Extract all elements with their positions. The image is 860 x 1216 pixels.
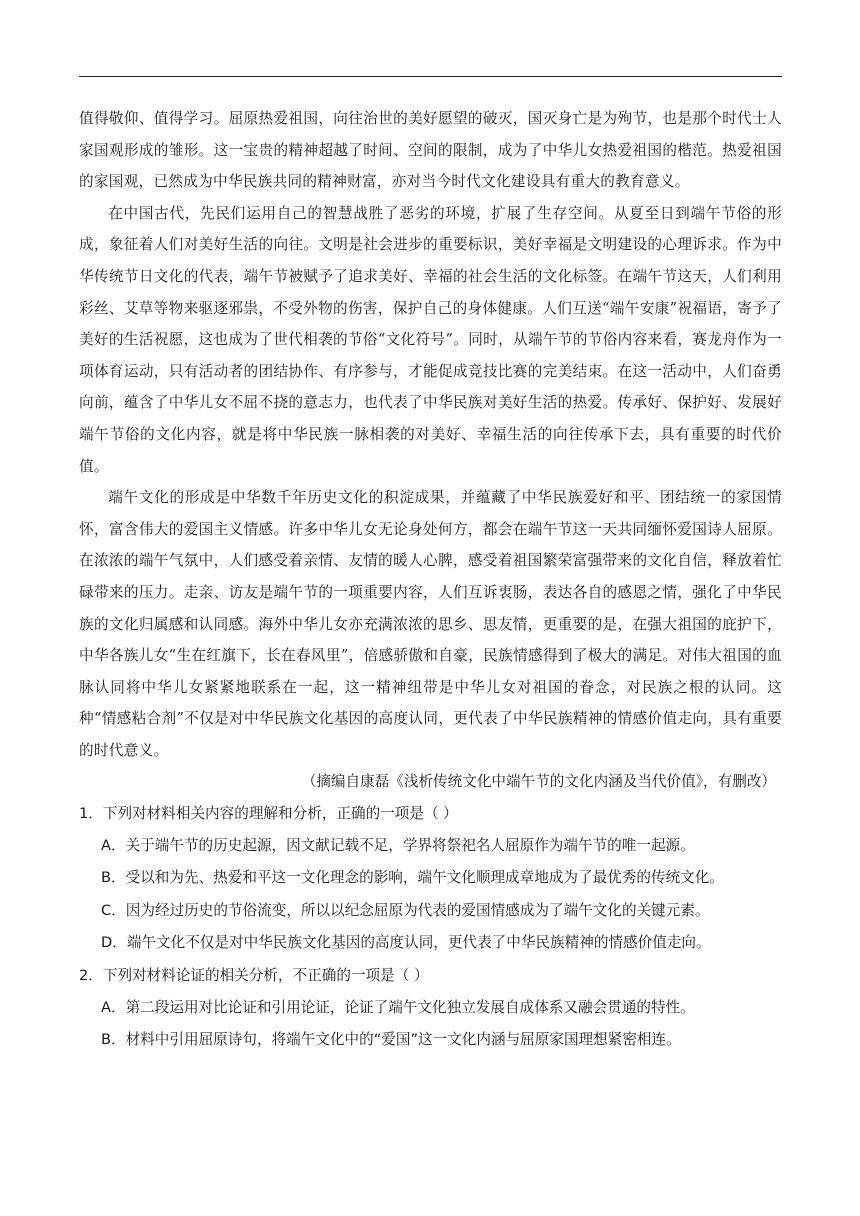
paragraph-1: 值得敬仰、值得学习。屈原热爱祖国，向往治世的美好愿望的破灭，国灭身亡是为殉节，也是那个时代士人家国观形成的雏形。这一宝贵的精神超越了时间、空间的限制，成为了中华儿女热爱祖国的楷范。热爱祖国的家国观，已然成为中华民族共同的精神财富，亦对当今时代文化建设具有重大的教育意义。: [79, 110, 782, 191]
question-2-stem: 2．下列对材料论证的相关分析，不正确的一项是（ ）: [79, 966, 429, 984]
document-body: [79, 103, 782, 1057]
question-2: [79, 960, 782, 1057]
paragraph-3: 端午文化的形成是中华数千年历史文化的积淀成果，并蕴藏了中华民族爱好和平、团结统一的家国情怀，富含伟大的爱国主义情感。许多中华儿女无论身处何方，都会在端午节这一天共同缅怀爱国诗人屈原。在浓浓的端午气氛中，人们感受着亲情、友情的暖人心脾，感受着祖国繁荣富强带来的文化自信，释放着忙碌带来的压力。走亲、访友是端午节的一项重要内容，人们互诉衷肠，表达各自的感恩之情，强化了中华民族的文化归属感和认同感。海外中华儿女亦充满浓浓的思乡、思友情，更重要的是，在强大祖国的庇护下，中华各族儿女“生在红旗下，长在春风里”，倍感骄傲和自豪，民族情感得到了极大的满足。对伟大祖国的血脉认同将中华儿女紧紧地联系在一起，这一精神纽带是中华儿女对祖国的眷念，对民族之根的认同。这种“情感粘合剂”不仅是对中华民族文化基因的高度认同，更代表了中华民族精神的情感价值走向，具有重要的时代意义。: [79, 489, 782, 759]
paragraph-2: 在中国古代，先民们运用自己的智慧战胜了恶劣的环境，扩展了生存空间。从夏至日到端午节俗的形成，象征着人们对美好生活的向往。文明是社会进步的重要标识，美好幸福是文明建设的心理诉求。作为中华传统节日文化的代表，端午节被赋予了追求美好、幸福的社会生活的文化标签。在端午节这天，人们利用彩丝、艾草等物来驱逐邪祟，不受外物的伤害，保护自己的身体健康。人们互送“端午安康”祝福语，寄予了美好的生活祝愿，这也成为了世代相袭的节俗“文化符号”。同时，从端午节的节俗内容来看，赛龙舟作为一项体育运动，只有活动者的团结协作、有序参与，才能促成竞技比赛的完美结束。在这一活动中，人们奋勇向前，蕴含了中华儿女不屈不挠的意志力，也代表了中华民族对美好生活的热爱。传承好、保护好、发展好端午节俗的文化内容，就是将中华民族一脉相袭的对美好、幸福生活的向往传承下去，具有重要的时代价值。: [79, 204, 782, 475]
question-1-stem: 1．下列对材料相关内容的理解和分析，正确的一项是（ ）: [79, 805, 458, 823]
question-2-option-b[interactable]: B．材料中引用屈原诗句，将端午文化中的“爱国”这一文化内涵与屈原家国理想紧密相连。: [101, 1031, 681, 1049]
header-rule: [79, 76, 782, 77]
question-1-option-c[interactable]: C．因为经过历史的节俗流变，所以以纪念屈原为代表的爱国情感成为了端午文化的关键元素。: [101, 901, 710, 919]
question-1-option-d[interactable]: D．端午文化不仅是对中华民族文化基因的高度认同，更代表了中华民族精神的情感价值走向。: [101, 934, 711, 952]
question-1: [79, 798, 782, 960]
question-2-option-a[interactable]: A．第二段运用对比论证和引用论证，论证了端午文化独立发展自成体系又融会贯通的特性。: [101, 998, 695, 1016]
question-1-option-b[interactable]: B．受以和为先、热爱和平这一文化理念的影响，端午文化顺理成章地成为了最优秀的传统文化。: [101, 869, 724, 887]
question-1-option-a[interactable]: A．关于端午节的历史起源，因文献记载不足，学界将祭祀名人屈原作为端午节的唯一起源。: [101, 837, 695, 855]
source-citation: （摘编自康磊《浅析传统文化中端午节的文化内涵及当代价值》，有删改）: [301, 773, 776, 791]
